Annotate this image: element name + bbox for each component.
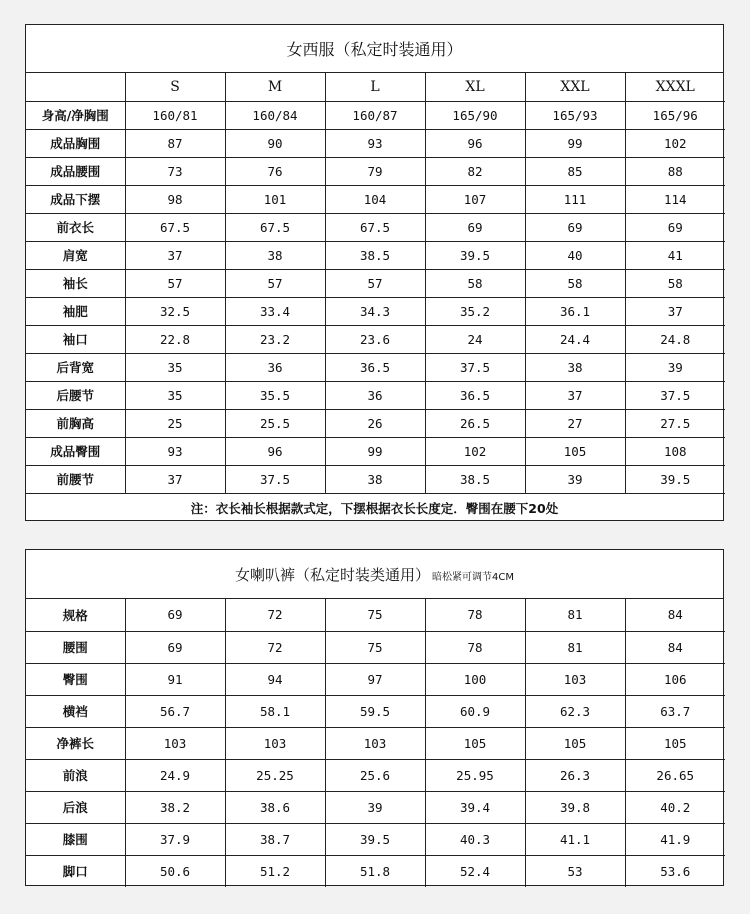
table-cell: 105 xyxy=(625,727,725,759)
table-cell: 24.9 xyxy=(125,759,225,791)
table-cell: 37.5 xyxy=(625,381,725,409)
table-cell: 59.5 xyxy=(325,695,425,727)
table-cell: 37 xyxy=(125,241,225,269)
table-cell: 27 xyxy=(525,409,625,437)
table-cell: 102 xyxy=(425,437,525,465)
table-cell: 88 xyxy=(625,157,725,185)
table-cell: 58 xyxy=(425,269,525,297)
table-cell: 38 xyxy=(325,465,425,493)
table-row xyxy=(26,325,725,353)
table-cell: 103 xyxy=(125,727,225,759)
table-cell: 105 xyxy=(525,437,625,465)
table-cell: 58.1 xyxy=(225,695,325,727)
table-cell: 36.5 xyxy=(425,381,525,409)
row-label: 前衣长 xyxy=(26,213,125,241)
table-cell: 39.5 xyxy=(325,823,425,855)
table-cell: 67.5 xyxy=(225,213,325,241)
table-cell: 105 xyxy=(425,727,525,759)
table-cell: 39 xyxy=(325,791,425,823)
table-cell: 165/93 xyxy=(525,101,625,129)
table-cell: 37 xyxy=(125,465,225,493)
table-cell: 160/84 xyxy=(225,101,325,129)
table-cell: 104 xyxy=(325,185,425,213)
row-label: 后腰节 xyxy=(26,381,125,409)
row-label: 后浪 xyxy=(26,791,125,823)
size-header-cell: XXL xyxy=(525,73,625,101)
pants-chart-title-note: 暗松紧可调节4CM xyxy=(432,571,514,583)
table-cell: 52.4 xyxy=(425,855,525,887)
table-cell: 39.8 xyxy=(525,791,625,823)
table-cell: 26 xyxy=(325,409,425,437)
table-cell: 51.8 xyxy=(325,855,425,887)
row-label: 膝围 xyxy=(26,823,125,855)
table-cell: 97 xyxy=(325,663,425,695)
table-cell: 58 xyxy=(525,269,625,297)
pants-size-chart xyxy=(25,549,724,886)
table-cell: 78 xyxy=(425,599,525,631)
table-cell: 39.5 xyxy=(625,465,725,493)
row-label: 净裤长 xyxy=(26,727,125,759)
row-label: 前胸高 xyxy=(26,409,125,437)
table-cell: 99 xyxy=(325,437,425,465)
table-cell: 38.6 xyxy=(225,791,325,823)
table-cell: 99 xyxy=(525,129,625,157)
row-label: 袖肥 xyxy=(26,297,125,325)
table-cell: 41.1 xyxy=(525,823,625,855)
table-cell: 37 xyxy=(625,297,725,325)
table-row xyxy=(26,599,725,631)
table-cell: 36 xyxy=(325,381,425,409)
table-cell: 35.5 xyxy=(225,381,325,409)
table-cell: 69 xyxy=(125,599,225,631)
table-cell: 53.6 xyxy=(660,863,691,879)
table-cell: 26.65 xyxy=(625,759,725,791)
table-row xyxy=(26,213,725,241)
table-cell: 25.95 xyxy=(425,759,525,791)
table-cell: 76 xyxy=(225,157,325,185)
table-cell: 67.5 xyxy=(125,213,225,241)
table-cell: 75 xyxy=(325,631,425,663)
table-cell: 39 xyxy=(525,465,625,493)
table-cell: 98 xyxy=(125,185,225,213)
table-cell: 101 xyxy=(225,185,325,213)
table-row xyxy=(26,157,725,185)
table-cell: 25.5 xyxy=(225,409,325,437)
table-row xyxy=(26,409,725,437)
table-cell: 69 xyxy=(425,213,525,241)
row-label: 腰围 xyxy=(26,631,125,663)
table-cell: 81 xyxy=(525,631,625,663)
table-row xyxy=(26,269,725,297)
table-cell: 36.5 xyxy=(325,353,425,381)
table-cell: 41 xyxy=(625,241,725,269)
jacket-chart-title: 女西服（私定时装通用） xyxy=(26,25,723,73)
row-label: 后背宽 xyxy=(26,353,125,381)
table-cell: 102 xyxy=(625,129,725,157)
row-label: 前腰节 xyxy=(26,465,125,493)
table-cell: 78 xyxy=(425,631,525,663)
table-cell: 53 xyxy=(525,855,625,887)
row-label: 成品胸围 xyxy=(26,129,125,157)
table-cell: 26.5 xyxy=(425,409,525,437)
table-cell: 25.6 xyxy=(325,759,425,791)
table-cell: 60.9 xyxy=(425,695,525,727)
table-cell: 105 xyxy=(525,727,625,759)
table-row xyxy=(26,465,725,493)
row-label: 袖长 xyxy=(26,269,125,297)
table-cell: 38.5 xyxy=(425,465,525,493)
table-cell: 165/96 xyxy=(625,101,725,129)
size-header-cell: S xyxy=(125,73,225,101)
table-cell: 84 xyxy=(625,631,725,663)
table-cell: 25.25 xyxy=(225,759,325,791)
table-cell: 24.4 xyxy=(525,325,625,353)
table-cell: 51.2 xyxy=(225,855,325,887)
table-cell: 38.7 xyxy=(225,823,325,855)
table-cell: 108 xyxy=(625,437,725,465)
table-cell: 37 xyxy=(525,381,625,409)
table-cell: 111 xyxy=(525,185,625,213)
table-cell: 73 xyxy=(125,157,225,185)
table-row xyxy=(26,759,725,791)
table-cell: 107 xyxy=(425,185,525,213)
table-cell: 90 xyxy=(225,129,325,157)
row-label: 规格 xyxy=(26,599,125,631)
table-cell: 69 xyxy=(525,213,625,241)
row-label: 臀围 xyxy=(26,663,125,695)
size-header-cell: M xyxy=(225,73,325,101)
table-cell: 84 xyxy=(625,599,725,631)
table-cell: 36 xyxy=(225,353,325,381)
table-cell: 96 xyxy=(225,437,325,465)
table-cell: 106 xyxy=(625,663,725,695)
table-cell: 40 xyxy=(525,241,625,269)
table-cell: 23.6 xyxy=(325,325,425,353)
table-row xyxy=(26,727,725,759)
table-cell: 114 xyxy=(625,185,725,213)
table-cell: 72 xyxy=(225,631,325,663)
table-row xyxy=(26,381,725,409)
table-cell: 93 xyxy=(125,437,225,465)
table-cell: 69 xyxy=(125,631,225,663)
table-cell: 93 xyxy=(325,129,425,157)
table-cell: 24 xyxy=(425,325,525,353)
table-cell: 39.5 xyxy=(425,241,525,269)
size-header-row xyxy=(26,73,725,101)
table-row xyxy=(26,353,725,381)
table-cell: 25 xyxy=(125,409,225,437)
table-row xyxy=(26,695,725,727)
row-label: 横裆 xyxy=(26,695,125,727)
table-cell: 81 xyxy=(525,599,625,631)
table-cell: 38.5 xyxy=(325,241,425,269)
table-cell: 63.7 xyxy=(625,695,725,727)
table-cell: 82 xyxy=(425,157,525,185)
pants-size-table xyxy=(26,599,725,887)
row-label: 成品下摆 xyxy=(26,185,125,213)
table-cell: 35.2 xyxy=(425,297,525,325)
row-label: 成品臀围 xyxy=(26,437,125,465)
table-row xyxy=(26,823,725,855)
table-cell: 57 xyxy=(125,269,225,297)
size-header-cell: XXXL xyxy=(625,73,725,101)
table-cell: 85 xyxy=(525,157,625,185)
table-row xyxy=(26,101,725,129)
table-cell: 50.6 xyxy=(125,855,225,887)
table-cell: 35 xyxy=(125,381,225,409)
table-cell: 91 xyxy=(125,663,225,695)
table-row xyxy=(26,631,725,663)
table-cell: 36.1 xyxy=(525,297,625,325)
row-label: 脚口 xyxy=(26,855,125,887)
table-row xyxy=(26,663,725,695)
table-cell: 40.2 xyxy=(625,791,725,823)
table-cell: 38 xyxy=(225,241,325,269)
pants-chart-title-row xyxy=(26,550,723,599)
table-row xyxy=(26,297,725,325)
table-cell: 67.5 xyxy=(325,213,425,241)
row-label: 前浪 xyxy=(26,759,125,791)
table-cell: 160/87 xyxy=(325,101,425,129)
jacket-size-table xyxy=(26,73,725,494)
table-cell: 27.5 xyxy=(625,409,725,437)
table-cell: 34.3 xyxy=(325,297,425,325)
table-cell: 100 xyxy=(425,663,525,695)
table-cell: 26.3 xyxy=(525,759,625,791)
table-cell: 79 xyxy=(325,157,425,185)
table-cell: 103 xyxy=(325,727,425,759)
table-cell: 38.2 xyxy=(125,791,225,823)
table-cell: 87 xyxy=(125,129,225,157)
table-cell: 165/90 xyxy=(425,101,525,129)
table-cell: 22.8 xyxy=(125,325,225,353)
size-header-corner xyxy=(26,73,125,101)
table-row xyxy=(26,129,725,157)
table-cell: 62.3 xyxy=(525,695,625,727)
table-cell: 69 xyxy=(625,213,725,241)
table-cell: 38 xyxy=(525,353,625,381)
table-cell: 32.5 xyxy=(125,297,225,325)
table-cell: 41.9 xyxy=(625,823,725,855)
jacket-size-chart xyxy=(25,24,724,521)
table-cell: 103 xyxy=(225,727,325,759)
table-cell: 39 xyxy=(625,353,725,381)
size-header-cell: XL xyxy=(425,73,525,101)
table-row xyxy=(26,437,725,465)
row-label: 成品腰围 xyxy=(26,157,125,185)
table-cell: 94 xyxy=(225,663,325,695)
table-cell: 58 xyxy=(625,269,725,297)
table-cell: 103 xyxy=(525,663,625,695)
table-cell: 37.5 xyxy=(225,465,325,493)
table-cell: 24.8 xyxy=(625,325,725,353)
table-cell: 57 xyxy=(325,269,425,297)
table-cell: 56.7 xyxy=(125,695,225,727)
table-cell: 37.9 xyxy=(125,823,225,855)
pants-chart-title: 女喇叭裤（私定时装类通用） xyxy=(235,565,431,584)
size-header-cell: L xyxy=(325,73,425,101)
table-cell: 160/81 xyxy=(125,101,225,129)
row-label: 肩宽 xyxy=(26,241,125,269)
table-row xyxy=(26,185,725,213)
table-cell: 37.5 xyxy=(425,353,525,381)
table-cell: 75 xyxy=(325,599,425,631)
table-cell: 39.4 xyxy=(425,791,525,823)
table-row xyxy=(26,855,725,887)
table-row xyxy=(26,241,725,269)
table-cell: 40.3 xyxy=(425,823,525,855)
jacket-footnote: 注：衣长袖长根据款式定，下摆根据衣长长度定．臀围在腰下20处 xyxy=(190,500,559,516)
table-cell: 23.2 xyxy=(225,325,325,353)
table-cell: 57 xyxy=(225,269,325,297)
table-cell: 96 xyxy=(425,129,525,157)
row-label: 袖口 xyxy=(26,325,125,353)
table-row xyxy=(26,791,725,823)
table-cell: 35 xyxy=(125,353,225,381)
table-cell: 33.4 xyxy=(225,297,325,325)
row-label: 身高/净胸围 xyxy=(26,101,125,129)
table-cell: 72 xyxy=(225,599,325,631)
